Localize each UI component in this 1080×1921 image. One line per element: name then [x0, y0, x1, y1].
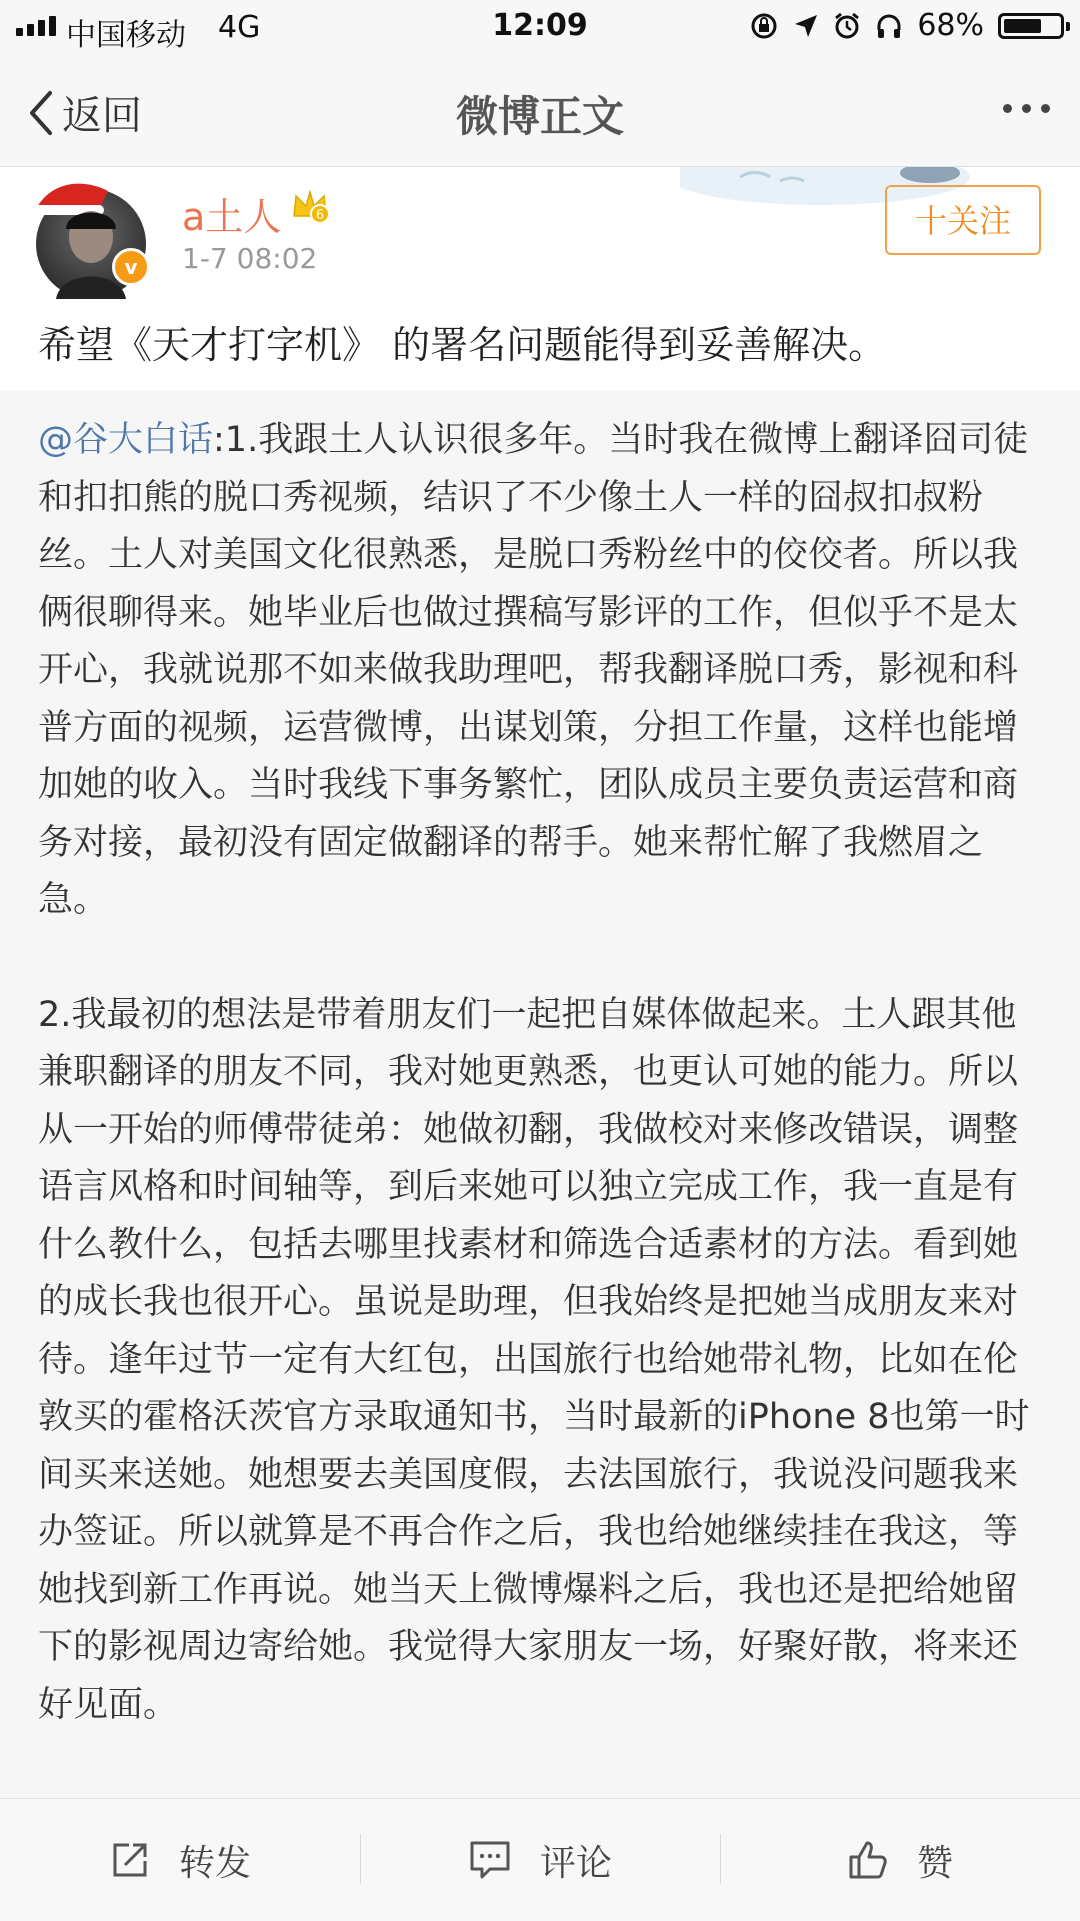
paragraph-spacer — [38, 930, 1048, 987]
network-type: 4G — [218, 10, 261, 45]
follow-button[interactable]: 十关注 — [885, 185, 1041, 255]
action-toolbar — [0, 1798, 1080, 1921]
repost-text — [38, 412, 1048, 1734]
battery-percent: 68% — [917, 8, 984, 43]
like-label: 赞 — [916, 1842, 953, 1884]
repost-button[interactable] — [0, 1799, 360, 1921]
battery-level-fill — [1004, 19, 1041, 33]
post-text: 希望《天才打字机》 的署名问题能得到妥善解决。 — [38, 323, 887, 367]
more-options-button[interactable] — [1003, 104, 1050, 113]
navigation-bar — [0, 54, 1080, 167]
carrier-name: 中国移动 — [66, 18, 186, 53]
reposted-content[interactable] — [0, 390, 1080, 1798]
post-text-container — [0, 300, 1080, 390]
status-time: 12:09 — [492, 8, 588, 43]
repost-paragraph-1 — [38, 412, 1048, 930]
repost-paragraph-1-text: :1.我跟土人认识很多年。当时我在微博上翻译囧司徒和扣扣熊的脱口秀视频，结识了不少像土人一样的囧叔扣叔粉丝。土人对美国文化很熟悉，是脱口秀粉丝中的佼佼者。所以我俩很聊得来。她毕业后也做过撰稿写影评的工作，但似乎不是太开心，我就说那不如来做我助理吧，帮我翻译脱口秀，影视和科普方面的视频，运营微博，出谋划策，分担工作量，这样也能增加她的收入。当时我线下事务繁忙，团队成员主要负责运营和商务对接，最初没有固定做翻译的帮手。她来帮忙解了我燃眉之急。 — [38, 420, 1029, 920]
page-title: 微博正文 — [455, 92, 624, 141]
status-bar — [0, 0, 1080, 54]
comment-label: 评论 — [539, 1842, 612, 1884]
thumbs-up-icon — [847, 1839, 889, 1881]
repost-label: 转发 — [178, 1842, 251, 1884]
comment-icon — [468, 1839, 512, 1881]
alarm-icon — [833, 12, 861, 40]
back-label: 返回 — [62, 93, 142, 139]
vip-crown-icon — [290, 186, 330, 226]
repost-paragraph-2: 2.我最初的想法是带着朋友们一起把自媒体做起来。土人跟其他兼职翻译的朋友不同，我对她更熟悉，也更认可她的能力。所以从一开始的师傅带徒弟：她做初翻，我做校对来修改错误，调整语言风格和时间轴等，到后来她可以独立完成工作，我一直是有什么教什么，包括去哪里找素材和筛选合适素材的方法。看到她的成长我也很开心。虽说是助理，但我始终是把她当成朋友来对待。逢年过节一定有大红包，出国旅行也给她带礼物，比如在伦敦买的霍格沃茨官方录取通知书，当时最新的iPhone 8也第一时间买来送她。她想要去美国度假，去法国旅行，我说没问题我来办签证。所以就算是不再合作之后，我也给她继续挂在我这，等她找到新工作再说。她当天上微博爆料之后，我也还是把给她留下的影视周边寄给她。我觉得大家朋友一场，好聚好散，将来还好见面。 — [38, 994, 1030, 1725]
orientation-lock-icon — [749, 11, 779, 41]
headphones-icon — [875, 12, 903, 40]
mention-link[interactable]: @谷大白话 — [38, 420, 214, 460]
post-timestamp: 1-7 08:02 — [182, 242, 318, 275]
comment-button[interactable] — [360, 1799, 720, 1921]
share-icon — [109, 1839, 151, 1881]
battery-icon — [998, 13, 1064, 39]
vip-level: 6 — [315, 208, 325, 223]
location-icon — [793, 13, 819, 39]
verified-badge: v — [112, 248, 150, 286]
like-button[interactable] — [720, 1799, 1080, 1921]
username[interactable]: a土人 — [182, 195, 282, 239]
